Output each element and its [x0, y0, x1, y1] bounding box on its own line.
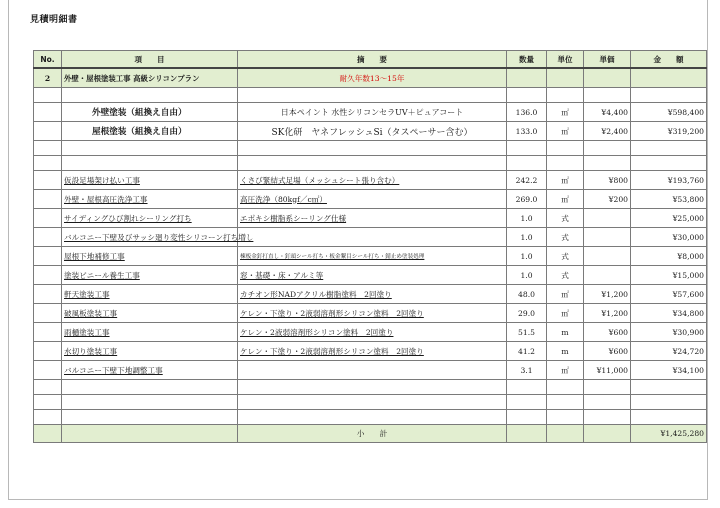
row-price: ¥1,200 [584, 285, 631, 304]
blank-row [34, 88, 707, 103]
row-unit: 式 [547, 247, 584, 266]
row-amount: ¥15,000 [631, 266, 707, 285]
section-no: 2 [34, 68, 62, 88]
row-item: 雨樋塗装工事 [62, 323, 238, 342]
row-item: 破風板塗装工事 [62, 304, 238, 323]
row-desc [238, 228, 507, 247]
row-amount: ¥30,000 [631, 228, 707, 247]
table-row [34, 266, 707, 285]
row-amount: ¥8,000 [631, 247, 707, 266]
row-unit: ㎡ [547, 103, 584, 122]
row-qty: 1.0 [507, 247, 547, 266]
header-unit: 単位 [547, 51, 584, 69]
row-qty: 29.0 [507, 304, 547, 323]
row-price: ¥200 [584, 190, 631, 209]
row-unit: ㎡ [547, 122, 584, 141]
header-row [34, 51, 707, 69]
row-qty: 3.1 [507, 361, 547, 380]
header-desc: 摘 要 [238, 51, 507, 69]
table-row [34, 171, 707, 190]
row-unit: ㎡ [547, 285, 584, 304]
table-row [34, 285, 707, 304]
row-qty: 136.0 [507, 103, 547, 122]
row-desc: エポキシ樹脂系シーリング仕様 [238, 209, 507, 228]
subtotal-row [34, 425, 707, 443]
row-price: ¥600 [584, 323, 631, 342]
header-price: 単価 [584, 51, 631, 69]
row-qty: 1.0 [507, 228, 547, 247]
table-row [34, 323, 707, 342]
row-unit: 式 [547, 209, 584, 228]
table-row [34, 122, 707, 141]
row-item: バルコニー下壁及びサッシ廻り変性シリコーン打ち増し [62, 228, 238, 247]
row-amount: ¥53,800 [631, 190, 707, 209]
blank-row [34, 156, 707, 171]
blank-row [34, 141, 707, 156]
row-amount: ¥34,100 [631, 361, 707, 380]
row-unit: 式 [547, 266, 584, 285]
header-amount: 金 額 [631, 51, 707, 69]
row-desc: 窓・基礎・床・アルミ等 [238, 266, 507, 285]
row-unit: ㎡ [547, 361, 584, 380]
row-amount: ¥57,600 [631, 285, 707, 304]
row-item: 屋根塗装（組換え自由） [62, 122, 238, 141]
row-qty: 1.0 [507, 266, 547, 285]
row-amount: ¥598,400 [631, 103, 707, 122]
row-amount: ¥193,760 [631, 171, 707, 190]
section-note: 耐久年数13～15年 [238, 68, 507, 88]
row-item: サイディングひび割れシーリング打ち [62, 209, 238, 228]
row-qty: 41.2 [507, 342, 547, 361]
table-row [34, 228, 707, 247]
table-row [34, 103, 707, 122]
row-desc: ケレン・下塗り・2液弱溶剤形シリコン塗料 2回塗り [238, 342, 507, 361]
row-price: ¥2,400 [584, 122, 631, 141]
row-item: 外壁塗装（組換え自由） [62, 103, 238, 122]
table-row [34, 304, 707, 323]
header-item: 項 目 [62, 51, 238, 69]
row-price: ¥800 [584, 171, 631, 190]
row-price: ¥600 [584, 342, 631, 361]
row-amount: ¥319,200 [631, 122, 707, 141]
row-item: 水切り塗装工事 [62, 342, 238, 361]
row-unit: ㎡ [547, 171, 584, 190]
row-desc: 高圧洗浄（80kgf／c㎡） [238, 190, 507, 209]
blank-row [34, 410, 707, 425]
row-price: ¥11,000 [584, 361, 631, 380]
row-item: 外壁・屋根高圧洗浄工事 [62, 190, 238, 209]
row-item: 塗装ビニール養生工事 [62, 266, 238, 285]
row-price: ¥4,400 [584, 103, 631, 122]
blank-row [34, 395, 707, 410]
row-price [584, 247, 631, 266]
row-desc [238, 361, 507, 380]
row-desc: ケレン・2液弱溶剤形シリコン塗料 2回塗り [238, 323, 507, 342]
row-desc: SK化研 ヤネフレッシュSi（タスペーサー含む） [238, 122, 507, 141]
row-unit: m [547, 342, 584, 361]
row-unit: 式 [547, 228, 584, 247]
subtotal-amount: ¥1,425,280 [631, 425, 707, 443]
row-qty: 51.5 [507, 323, 547, 342]
row-unit: ㎡ [547, 190, 584, 209]
row-amount: ¥24,720 [631, 342, 707, 361]
header-no: No. [34, 51, 62, 69]
table-row [34, 247, 707, 266]
row-qty: 269.0 [507, 190, 547, 209]
row-amount: ¥25,000 [631, 209, 707, 228]
row-item: 軒天塗装工事 [62, 285, 238, 304]
row-desc: くさび緊結式足場（メッシュシート張り含む） [238, 171, 507, 190]
estimate-table [33, 50, 707, 443]
row-qty: 1.0 [507, 209, 547, 228]
table-row [34, 361, 707, 380]
row-item: バルコニー下壁下地調整工事 [62, 361, 238, 380]
row-desc: ケレン・下塗り・2液弱溶剤形シリコン塗料 2回塗り [238, 304, 507, 323]
row-qty: 242.2 [507, 171, 547, 190]
row-amount: ¥30,900 [631, 323, 707, 342]
row-price: ¥1,200 [584, 304, 631, 323]
row-unit: m [547, 323, 584, 342]
table-row [34, 209, 707, 228]
row-unit: ㎡ [547, 304, 584, 323]
blank-row [34, 380, 707, 395]
row-amount: ¥34,800 [631, 304, 707, 323]
table-row [34, 190, 707, 209]
section-title: 外壁・屋根塗装工事 高級シリコンプラン [62, 68, 238, 88]
header-qty: 数量 [507, 51, 547, 69]
row-qty: 133.0 [507, 122, 547, 141]
row-item: 屋根下地補修工事 [62, 247, 238, 266]
row-price [584, 209, 631, 228]
row-price [584, 266, 631, 285]
table-row [34, 342, 707, 361]
row-desc: 棟板金釘打直し・釘頭シール打ち・板金繋目シール打ち・錆止め塗装処理 [238, 247, 507, 266]
row-desc: 日本ペイント 水性シリコンセラUV＋ピュアコート [238, 103, 507, 122]
row-desc: カチオン形NADアクリル樹脂塗料 2回塗り [238, 285, 507, 304]
document-title: 見積明細書 [30, 15, 78, 25]
section-row [34, 68, 707, 88]
subtotal-label: 小 計 [238, 425, 507, 443]
row-price [584, 228, 631, 247]
row-qty: 48.0 [507, 285, 547, 304]
row-item: 仮設足場架け払い工事 [62, 171, 238, 190]
